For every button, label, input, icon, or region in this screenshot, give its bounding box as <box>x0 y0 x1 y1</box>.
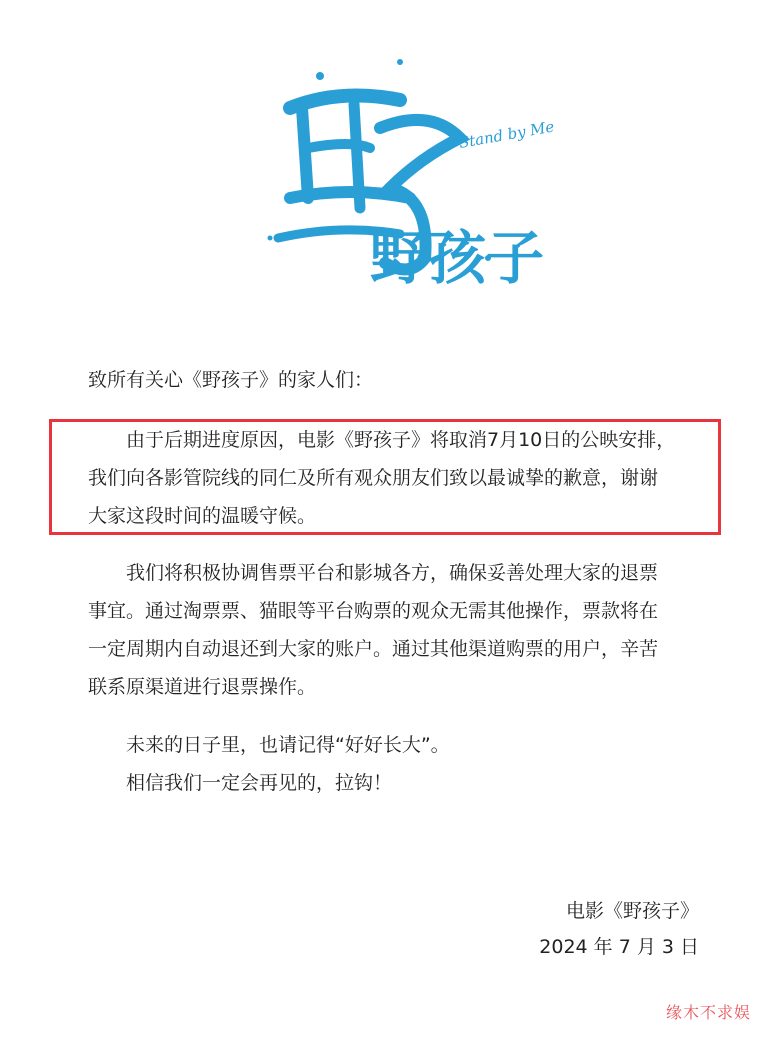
signature-date: 2024 年 7 月 3 日 <box>539 936 699 958</box>
paragraph-2 <box>88 554 700 706</box>
paragraph-line: 相信我们一定会再见的，拉钩！ <box>126 772 393 794</box>
paragraph-line: 由于后期进度原因，电影《野孩子》将取消7月10日的公映安排， <box>126 429 676 451</box>
logo-subtitle: Stand by Me <box>457 117 556 152</box>
paragraph-line: 我们向各影管院线的同仁及所有观众朋友们致以最诚挚的歉意，谢谢 <box>88 467 659 489</box>
watermark: 缘木不求娱 <box>665 1003 751 1022</box>
signature-name: 电影《野孩子》 <box>565 900 699 922</box>
paragraph-line: 大家这段时间的温暖守候。 <box>88 505 317 527</box>
paragraph-line: 一定周期内自动退还到大家的账户。通过其他渠道购票的用户，辛苦 <box>88 638 659 660</box>
paragraph-line: 联系原渠道进行退票操作。 <box>88 676 317 698</box>
paragraph-3 <box>88 726 700 802</box>
paragraph-line: 未来的日子里，也请记得“好好长大”。 <box>126 734 450 756</box>
paragraph-line: 我们将积极协调售票平台和影城各方，确保妥善处理大家的退票 <box>126 562 659 584</box>
signature-block <box>539 893 699 965</box>
paragraph-1 <box>88 421 700 535</box>
movie-logo <box>250 48 556 298</box>
salutation: 致所有关心《野孩子》的家人们： <box>88 369 374 391</box>
paragraph-line: 事宜。通过淘票票、猫眼等平台购票的观众无需其他操作，票款将在 <box>88 600 659 622</box>
logo-title: 野孩子 <box>370 224 545 292</box>
